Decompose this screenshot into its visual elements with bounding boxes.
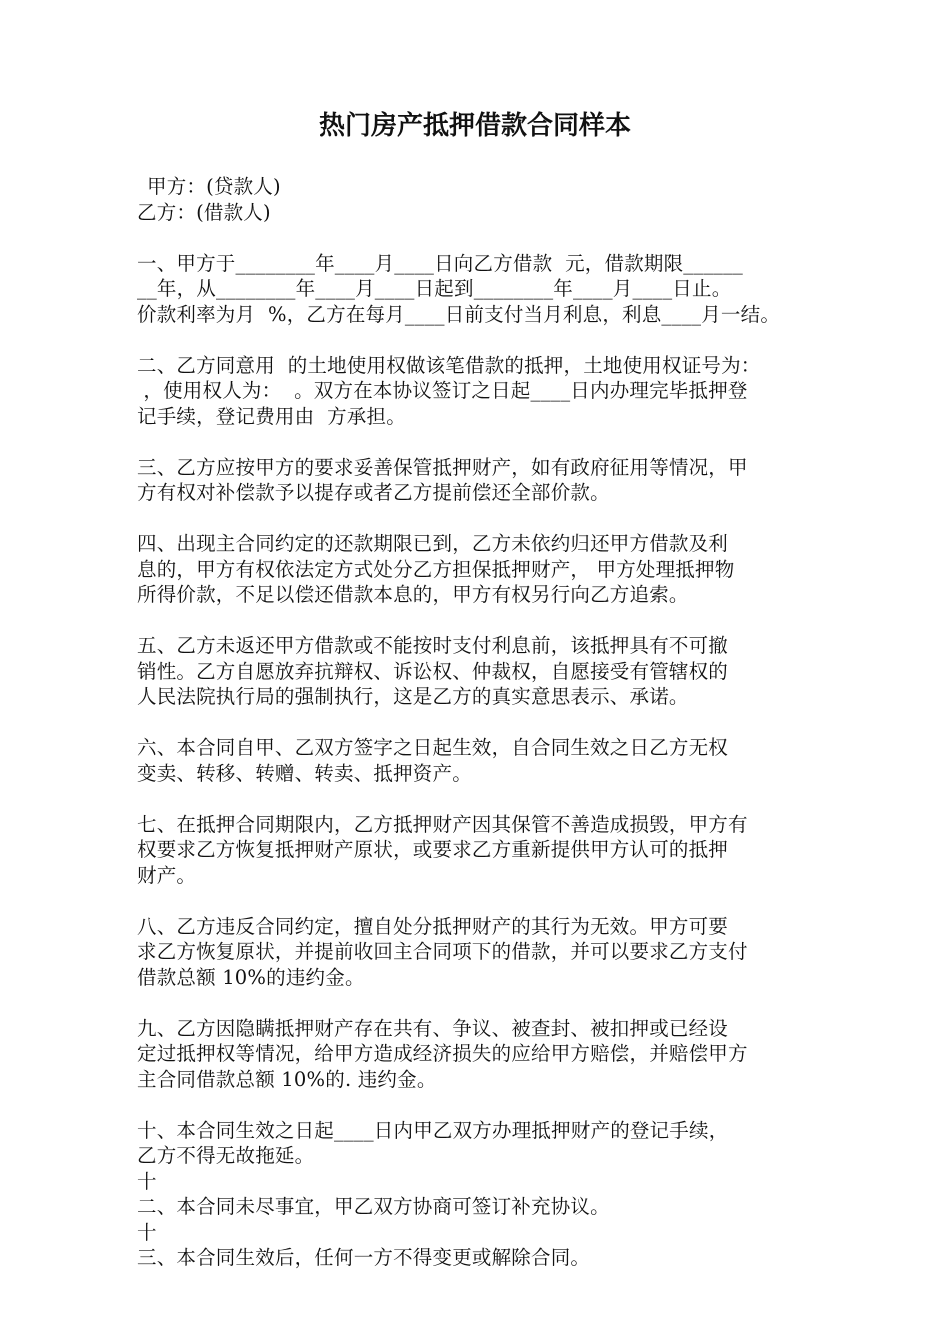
spacer [137, 225, 817, 251]
clause-paragraph [137, 251, 817, 328]
clause-line: 人民法院执行局的强制执行，这是乙方的真实意思表示、承诺。 [137, 685, 689, 708]
clause-line: 四、出现主合同约定的还款期限已到，乙方未依约归还甲方借款及利 [137, 532, 729, 555]
clause-paragraph [137, 1016, 817, 1093]
clause-line: 六、本合同自甲、乙双方签字之日起生效，自合同生效之日乙方无权 [137, 736, 729, 759]
clause-line: 销性。乙方自愿放弃抗辩权、诉讼权、仲裁权，自愿接受有管辖权的 [137, 659, 729, 683]
parties-block [137, 174, 817, 225]
spacer [137, 710, 817, 736]
clause-line: __年，从________年____月____日起到________年____月____日止。 [137, 277, 732, 300]
clause-line: 主合同借款总额 10%的. 违约金。 [137, 1067, 437, 1091]
clause-paragraph [137, 353, 817, 430]
spacer [137, 506, 817, 532]
spacer [137, 327, 817, 353]
clause-line: 财产。 [137, 863, 197, 887]
clause-line: 定过抵押权等情况，给甲方造成经济损失的应给甲方赔偿，并赔偿甲方 [137, 1042, 748, 1065]
document-title: 热门房产抵押借款合同样本 [318, 111, 631, 141]
clause-line: 五、乙方未返还甲方借款或不能按时支付利息前，该抵押具有不可撤 [137, 634, 729, 657]
spacer [137, 429, 817, 455]
clause-line: 十 [137, 1220, 157, 1244]
clause-line: 二、本合同未尽事宜，甲乙双方协商可签订补充协议。 [137, 1195, 610, 1218]
spacer [137, 608, 817, 634]
clause-line: 七、在抵押合同期限内，乙方抵押财产因其保管不善造成损毁，甲方有 [137, 812, 748, 836]
clause-line: 一、甲方于________年____月____日向乙方借款 元，借款期限______ [137, 251, 743, 275]
clauses-list [137, 251, 817, 1271]
clause-line: ，使用权人为： 。双方在本协议签订之日起____日内办理完毕抵押登 [137, 379, 748, 402]
clause-line: 借款总额 10%的违约金。 [137, 965, 365, 989]
clause-line: 价款利率为月 %，乙方在每月____日前支付当月利息，利息____月一结。 [137, 302, 781, 326]
clause-line: 求乙方恢复原状，并提前收回主合同项下的借款，并可以要求乙方支付 [137, 940, 748, 963]
clause-paragraph [137, 531, 817, 608]
clause-line: 变卖、转移、转赠、转卖、抵押资产。 [137, 761, 472, 785]
spacer [137, 1092, 817, 1118]
spacer [137, 786, 817, 812]
clause-line: 二、乙方同意用 的土地使用权做该笔借款的抵押，土地使用权证号为： [137, 353, 761, 377]
clause-paragraph [137, 1118, 817, 1271]
clause-line: 权要求乙方恢复抵押财产原状，或要求乙方重新提供甲方认可的抵押 [137, 838, 729, 861]
clause-line: 十 [137, 1169, 157, 1193]
party-a-line: 甲方：(贷款人) [147, 175, 281, 198]
clause-line: 三、乙方应按甲方的要求妥善保管抵押财产，如有政府征用等情况，甲 [137, 455, 748, 479]
clause-paragraph [137, 633, 817, 710]
clause-line: 方有权对补偿款予以提存或者乙方提前偿还全部价款。 [137, 481, 610, 504]
clause-paragraph [137, 812, 817, 889]
document-body [137, 174, 817, 1271]
clause-line: 十、本合同生效之日起____日内甲乙双方办理抵押财产的登记手续， [137, 1118, 729, 1142]
clause-line: 记手续，登记费用由 方承担。 [137, 404, 406, 428]
clause-line: 所得价款，不足以偿还借款本息的，甲方有权另行向乙方追索。 [137, 583, 689, 606]
clause-line: 八、乙方违反合同约定，擅自处分抵押财产的其行为无效。甲方可要 [137, 914, 729, 938]
spacer [137, 990, 817, 1016]
party-b-line: 乙方：(借款人) [137, 200, 271, 224]
clause-line: 息的，甲方有权依法定方式处分乙方担保抵押财产， 甲方处理抵押物 [137, 557, 735, 581]
clause-line: 九、乙方因隐瞒抵押财产存在共有、争议、被查封、被扣押或已经设 [137, 1016, 729, 1040]
clause-paragraph [137, 914, 817, 991]
clause-line: 三、本合同生效后，任何一方不得变更或解除合同。 [137, 1246, 591, 1269]
clause-line: 乙方不得无故拖延。 [137, 1144, 315, 1167]
spacer [137, 888, 817, 914]
clause-paragraph [137, 455, 817, 506]
clause-paragraph [137, 735, 817, 786]
